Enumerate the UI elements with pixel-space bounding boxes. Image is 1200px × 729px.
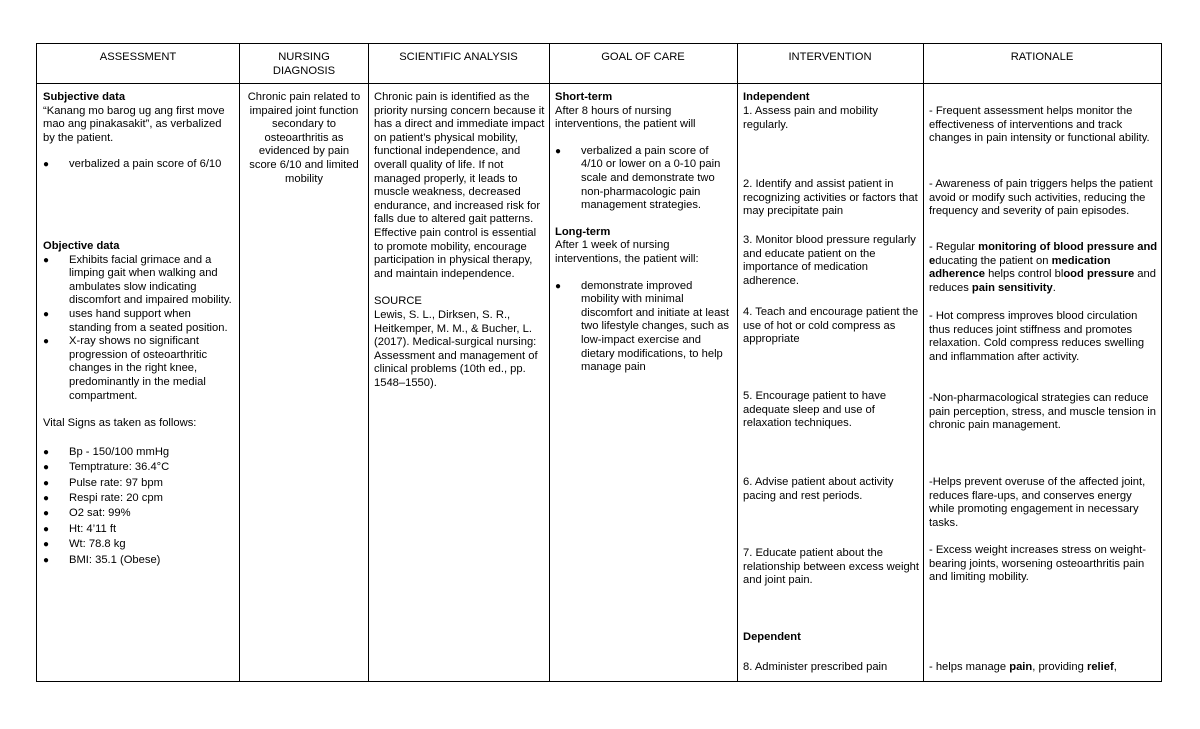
intervention-item: 8. Administer prescribed pain (743, 661, 888, 673)
header-scientific-analysis: SCIENTIFIC ANALYSIS (399, 51, 518, 63)
source-citation: Lewis, S. L., Dirksen, S. R., Heitkemper, M. M., & Bucher, L. (2017). Medical-surgical nursing: Assessment and management of clinical problems (10th ed., pp. 1548–1550). (374, 308, 538, 389)
objective-bullet: ● X-ray shows no significant progression of osteoarthritic changes in the right knee, predominantly in the medial compartment. (43, 335, 235, 403)
long-term-intro: After 1 week of nursing interventions, the patient will: (555, 239, 699, 265)
rationale-item: - Hot compress improves blood circulation thus reduces joint stiffness and promotes relaxation. Cold compress reduces swelling and inflammation after activity. (929, 310, 1145, 363)
vital-sign: ● Wt: 78.8 kg (43, 537, 235, 552)
column-divider (923, 44, 924, 681)
scientific-analysis-text: Chronic pain is identified as the priority nursing concern because it has a direct and immediate impact on patient’s physical mobility, functional independence, and overall quality of life. If not managed properly, it leads to muscle weakness, decreased endurance, and increased risk for falls due to altered gait patterns. Effective pain control is essential to promote mobility, encourage participation in physical therapy, and maintain independence. (374, 91, 545, 280)
header-divider (37, 83, 1161, 84)
short-term-goal: ● verbalized a pain score of 4/10 or lower on a 0-10 pain scale and demonstrate two non-pharmacologic pain management strategies. (555, 145, 731, 213)
subjective-bullet: ● verbalized a pain score of 6/10 (43, 158, 235, 172)
header-goal-of-care: GOAL OF CARE (601, 51, 685, 63)
intervention-item: 4. Teach and encourage patient the use of hot or cold compress as appropriate (743, 306, 919, 346)
scientific-analysis-cell (374, 91, 545, 390)
vital-sign: ● Temptrature: 36.4°C (43, 460, 235, 475)
intervention-item: 2. Identify and assist patient in recognizing activities or factors that may precipitate pain (743, 178, 918, 218)
rationale-item: - helps manage pain, providing relief, (929, 661, 1117, 673)
column-divider (239, 44, 240, 681)
vital-sign: ● Respi rate: 20 cpm (43, 491, 235, 506)
header-nursing-diagnosis: NURSING DIAGNOSIS (272, 51, 336, 77)
long-term-heading: Long-term (555, 225, 611, 238)
source-label: SOURCE (374, 295, 422, 308)
column-divider (549, 44, 550, 681)
header-intervention: INTERVENTION (788, 51, 872, 63)
subjective-heading: Subjective data (43, 91, 126, 103)
rationale-item: - Frequent assessment helps monitor the effectiveness of interventions and track changes in pain intensity or functional ability. (929, 105, 1150, 145)
nursing-diagnosis-text: Chronic pain related to impaired joint function secondary to osteoarthritis as evidenced by pain score 6/10 and limited mobility (247, 91, 361, 185)
subjective-quote: “Kanang mo barog ug ang first move mao ang pinakasakit”, as verbalized by the patient. (43, 104, 225, 144)
short-term-heading: Short-term (555, 91, 613, 103)
vital-sign: ● Pulse rate: 97 bpm (43, 476, 235, 491)
intervention-item: 1. Assess pain and mobility regularly. (743, 105, 878, 131)
intervention-cell (743, 91, 919, 681)
vitals-list (43, 445, 235, 568)
vital-sign: ● BMI: 35.1 (Obese) (43, 553, 235, 568)
rationale-item: - Awareness of pain triggers helps the patient avoid or modify such activities, reducing the frequency and severity of pain episodes. (929, 178, 1153, 218)
rationale-item: -Non-pharmacological strategies can reduce pain perception, stress, and muscle tension in chronic pain management. (929, 392, 1156, 432)
rationale-item: -Helps prevent overuse of the affected joint, reduces flare-ups, and conserves energy while promoting engagement in necessary tasks. (929, 476, 1146, 529)
dependent-heading: Dependent (743, 631, 801, 643)
vital-sign: ● Bp - 150/100 mmHg (43, 445, 235, 460)
header-rationale: RATIONALE (1010, 51, 1074, 63)
intervention-item: 3. Monitor blood pressure regularly and educate patient on the importance of medication adherence. (743, 234, 916, 287)
intervention-item: 6. Advise patient about activity pacing and rest periods. (743, 476, 894, 502)
rationale-item: - Excess weight increases stress on weight-bearing joints, worsening osteoarthritis pain and limiting mobility. (929, 544, 1146, 584)
vitals-intro: Vital Signs as taken as follows: (43, 417, 197, 430)
goal-of-care-cell (555, 91, 731, 375)
nursing-diagnosis-cell (245, 91, 363, 186)
vital-sign: ● O2 sat: 99% (43, 506, 235, 521)
care-plan-table (36, 43, 1162, 682)
long-term-goal: ● demonstrate improved mobility with minimal discomfort and initiate at least two lifestyle changes, such as low-impact exercise and dietary modifications, to help manage pain (555, 280, 731, 375)
rationale-item: - Regular monitoring of blood pressure and educating the patient on medication adherence helps control blood pressure and reduces pain sensitivity. (929, 241, 1158, 294)
objective-heading: Objective data (43, 239, 120, 252)
objective-bullet: ● Exhibits facial grimace and a limping gait when walking and ambulates slow indicating discomfort and impaired mobility. (43, 254, 235, 308)
header-assessment: ASSESSMENT (99, 51, 177, 63)
column-divider (368, 44, 369, 681)
column-divider (737, 44, 738, 681)
short-term-intro: After 8 hours of nursing interventions, the patient will (555, 104, 696, 131)
assessment-cell (43, 91, 235, 568)
objective-bullet: ● uses hand support when standing from a seated position. (43, 308, 235, 335)
independent-heading: Independent (743, 91, 810, 103)
intervention-item: 5. Encourage patient to have adequate sleep and use of relaxation techniques. (743, 390, 887, 430)
vital-sign: ● Ht: 4’11 ft (43, 522, 235, 537)
rationale-cell (929, 91, 1159, 681)
intervention-item: 7. Educate patient about the relationship between excess weight and joint pain. (743, 547, 919, 587)
